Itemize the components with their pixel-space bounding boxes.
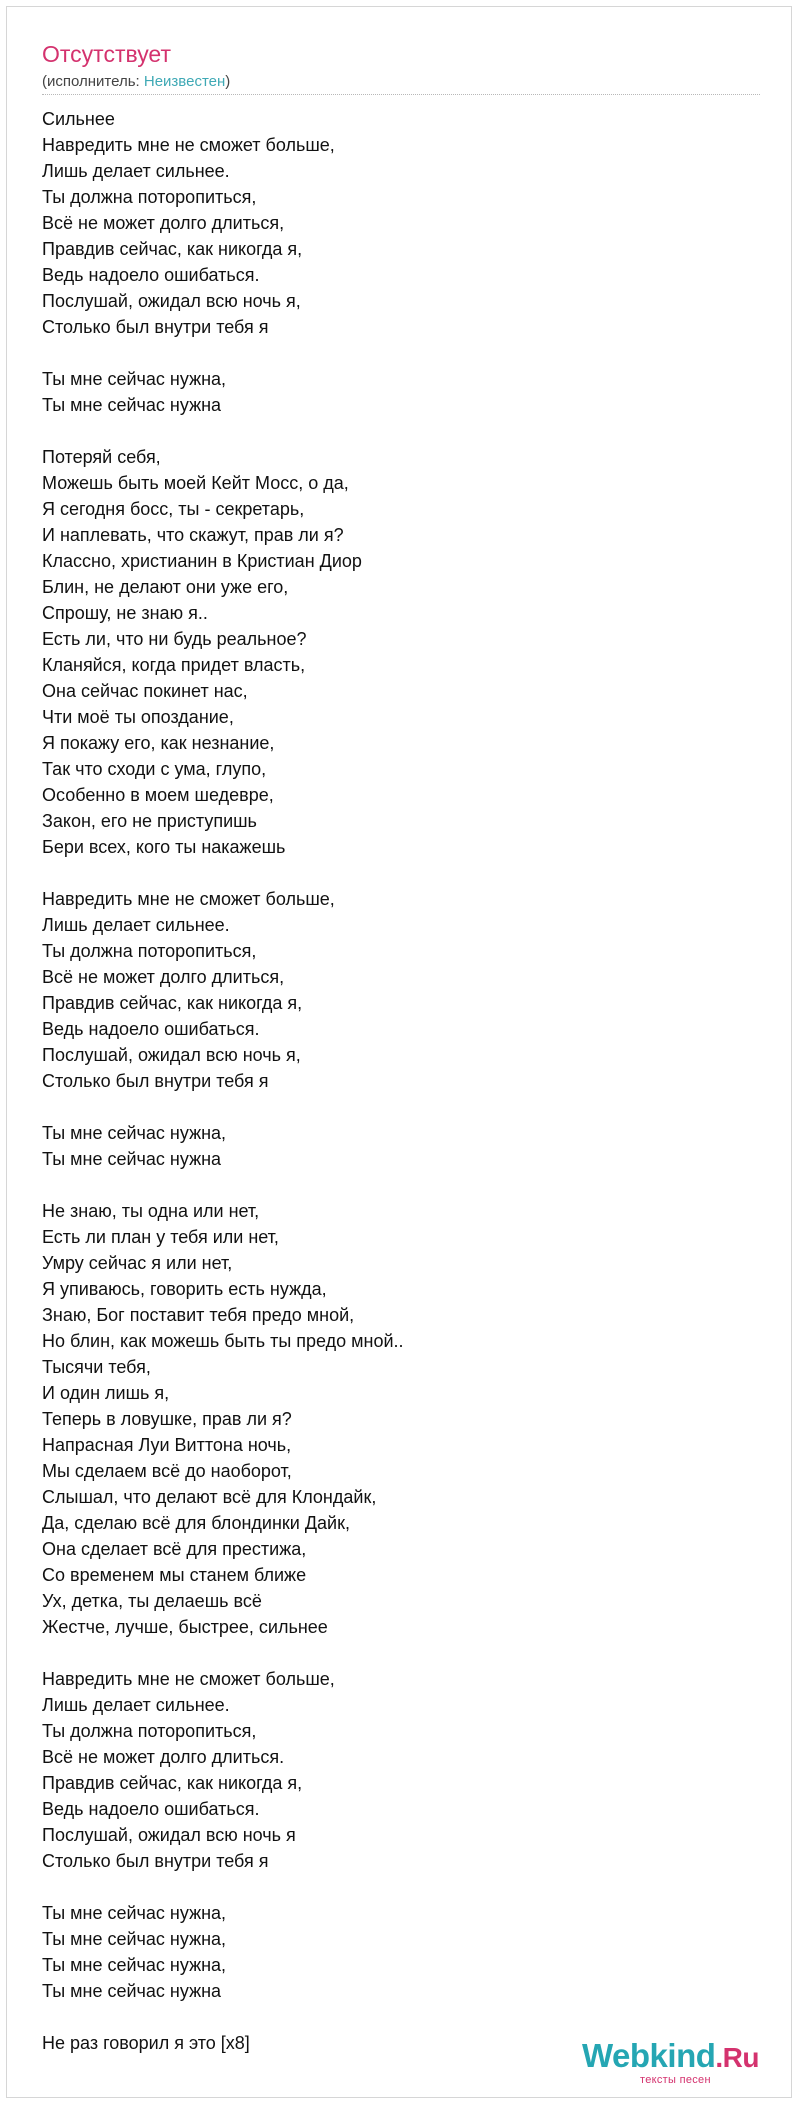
lyric-line: Ты мне сейчас нужна,: [42, 1955, 227, 1975]
lyric-line: Ты мне сейчас нужна: [42, 1149, 222, 1169]
lyrics-stanza: [42, 366, 742, 418]
lyric-line: Ты мне сейчас нужна,: [42, 1929, 227, 1949]
lyric-line: Послушай, ожидал всю ночь я,: [42, 1045, 301, 1065]
logo-tagline: тексты песен: [640, 2074, 711, 2086]
artist-suffix: ): [225, 73, 231, 90]
lyric-line: Есть ли, что ни будь реальное?: [42, 629, 307, 649]
lyric-line: Мы сделаем всё до наоборот,: [42, 1461, 292, 1481]
lyric-line: Да, сделаю всё для блондинки Дайк,: [42, 1513, 350, 1533]
lyric-line: Всё не может долго длиться,: [42, 967, 285, 987]
lyrics-stanza: [42, 1120, 742, 1172]
logo-main-text: Webkind: [582, 2037, 716, 2074]
lyric-line: Я сегодня босс, ты - секретарь,: [42, 499, 305, 519]
lyrics-stanza: [42, 886, 742, 1094]
lyric-line: Правдив сейчас, как никогда я,: [42, 239, 303, 259]
lyric-line: Блин, не делают они уже его,: [42, 577, 289, 597]
lyric-line: Ведь надоело ошибаться.: [42, 1019, 260, 1039]
lyric-line: Бери всех, кого ты накажешь: [42, 837, 286, 857]
lyrics-stanza: [42, 444, 742, 860]
lyric-line: Послушай, ожидал всю ночь я,: [42, 291, 301, 311]
artist-prefix: (исполнитель:: [42, 73, 144, 90]
lyric-line: Сильнее: [42, 109, 115, 129]
logo-wordmark: [582, 2036, 759, 2078]
lyric-line: Слышал, что делают всё для Клондайк,: [42, 1487, 377, 1507]
artist-link[interactable]: Неизвестен: [143, 73, 226, 90]
lyric-line: Не знаю, ты одна или нет,: [42, 1201, 260, 1221]
lyric-line: Навредить мне не сможет больше,: [42, 889, 335, 909]
lyric-line: Ведь надоело ошибаться.: [42, 1799, 260, 1819]
lyric-line: Правдив сейчас, как никогда я,: [42, 1773, 303, 1793]
lyric-line: Ты мне сейчас нужна,: [42, 1123, 227, 1143]
lyric-line: И один лишь я,: [42, 1383, 170, 1403]
lyric-line: Потеряй себя,: [42, 447, 161, 467]
lyric-line: Она сейчас покинет нас,: [42, 681, 248, 701]
song-title: Отсутствует: [42, 41, 171, 67]
lyric-line: Она сделает всё для престижа,: [42, 1539, 307, 1559]
lyric-line: Кланяйся, когда придет власть,: [42, 655, 306, 675]
lyric-line: Ух, детка, ты делаешь всё: [42, 1591, 262, 1611]
lyric-line: Ты мне сейчас нужна: [42, 1981, 222, 2001]
lyrics-stanza: [42, 1666, 742, 1874]
lyric-line: Умру сейчас я или нет,: [42, 1253, 233, 1273]
lyric-line: Ты должна поторопиться,: [42, 1721, 257, 1741]
lyric-line: Ведь надоело ошибаться.: [42, 265, 260, 285]
lyric-line: Ты должна поторопиться,: [42, 941, 257, 961]
lyrics-body: [42, 106, 742, 2056]
lyric-line: Так что сходи с ума, глупо,: [42, 759, 267, 779]
header-divider: [42, 94, 760, 95]
lyrics-stanza: [42, 106, 742, 340]
site-logo[interactable]: [582, 2036, 778, 2094]
lyric-line: Не раз говорил я это [x8]: [42, 2033, 250, 2053]
lyric-line: Особенно в моем шедевре,: [42, 785, 274, 805]
lyric-line: Закон, его не приступишь: [42, 811, 257, 831]
lyric-line: Знаю, Бог поставит тебя предо мной,: [42, 1305, 355, 1325]
lyric-line: Ты мне сейчас нужна,: [42, 1903, 227, 1923]
lyric-line: Всё не может долго длиться,: [42, 213, 285, 233]
lyric-line: Классно, христианин в Кристиан Диор: [42, 551, 362, 571]
lyric-line: Лишь делает сильнее.: [42, 915, 230, 935]
lyrics-stanza: [42, 1198, 742, 1640]
lyric-line: Столько был внутри тебя я: [42, 1851, 269, 1871]
lyric-line: Тысячи тебя,: [42, 1357, 151, 1377]
lyric-line: Ты должна поторопиться,: [42, 187, 257, 207]
lyric-line: Теперь в ловушке, прав ли я?: [42, 1409, 292, 1429]
lyric-line: Столько был внутри тебя я: [42, 317, 269, 337]
lyric-line: Лишь делает сильнее.: [42, 1695, 230, 1715]
lyric-line: Ты мне сейчас нужна: [42, 395, 222, 415]
artist-line: [42, 73, 230, 90]
lyric-line: Навредить мне не сможет больше,: [42, 135, 335, 155]
lyrics-stanza: [42, 1900, 742, 2004]
lyric-line: Лишь делает сильнее.: [42, 161, 230, 181]
lyric-line: И наплевать, что скажут, прав ли я?: [42, 525, 344, 545]
lyric-line: Есть ли план у тебя или нет,: [42, 1227, 279, 1247]
lyric-line: Я упиваюсь, говорить есть нужда,: [42, 1279, 327, 1299]
lyric-line: Чти моё ты опоздание,: [42, 707, 234, 727]
lyric-line: Всё не может долго длиться.: [42, 1747, 285, 1767]
lyric-line: Можешь быть моей Кейт Мосс, о да,: [42, 473, 349, 493]
lyric-line: Ты мне сейчас нужна,: [42, 369, 227, 389]
lyric-line: Жестче, лучше, быстрее, сильнее: [42, 1617, 328, 1637]
lyric-line: Спрошу, не знаю я..: [42, 603, 208, 623]
lyric-line: Но блин, как можешь быть ты предо мной..: [42, 1331, 404, 1351]
lyric-line: Я покажу его, как незнание,: [42, 733, 275, 753]
lyric-line: Столько был внутри тебя я: [42, 1071, 269, 1091]
lyric-line: Навредить мне не сможет больше,: [42, 1669, 335, 1689]
logo-tld: .Ru: [715, 2042, 760, 2073]
lyric-line: Напрасная Луи Виттона ночь,: [42, 1435, 292, 1455]
lyric-line: Со временем мы станем ближе: [42, 1565, 307, 1585]
lyric-line: Послушай, ожидал всю ночь я: [42, 1825, 296, 1845]
lyric-line: Правдив сейчас, как никогда я,: [42, 993, 303, 1013]
